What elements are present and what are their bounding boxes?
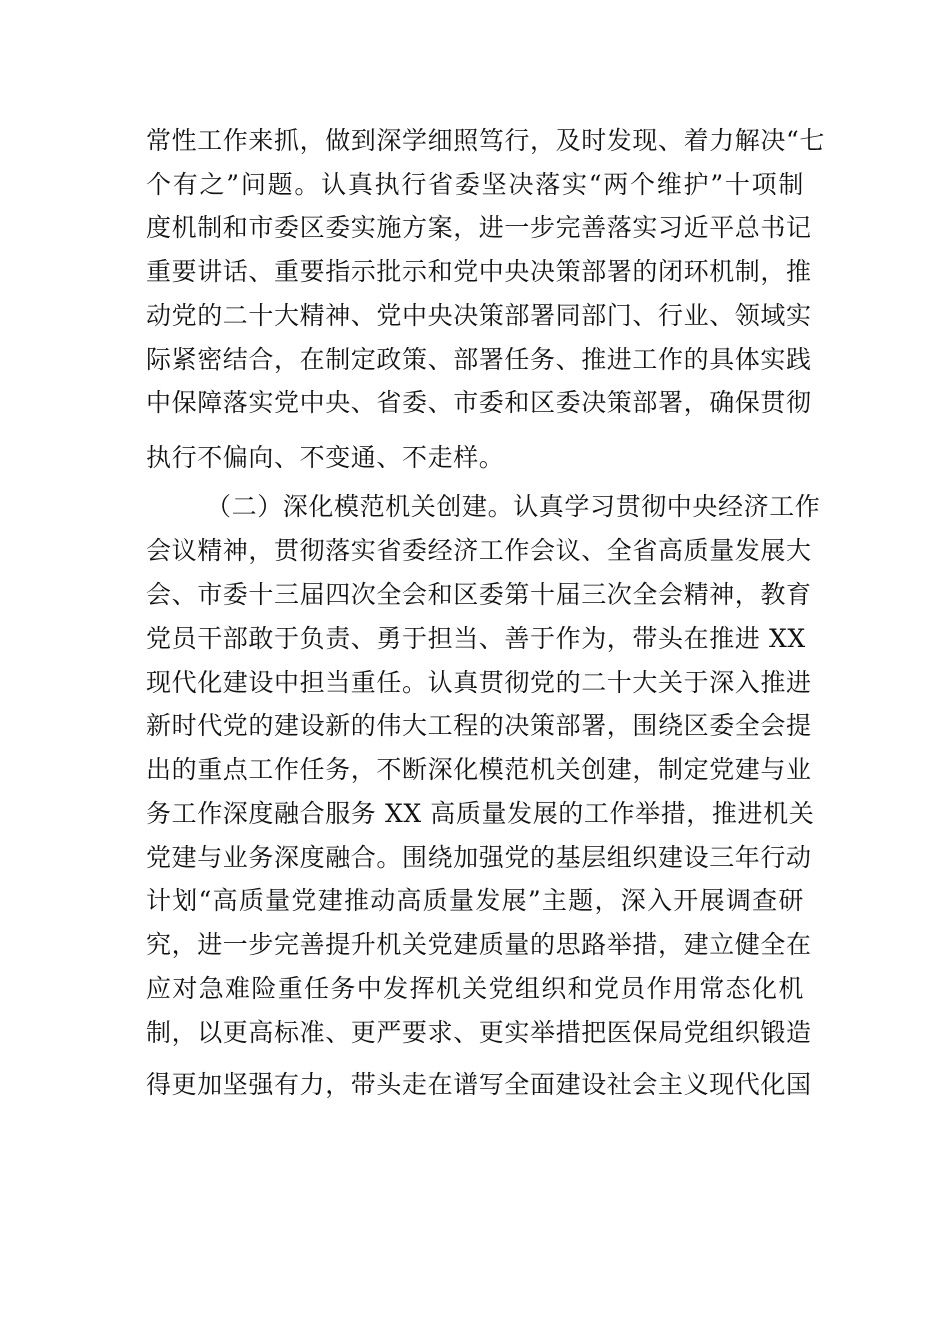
text-line: 动党的二十大精神、党中央决策部署同部门、行业、领域实 xyxy=(146,301,812,330)
text-line: 中保障落实党中央、省委、市委和区委决策部署，确保贯彻 xyxy=(146,388,812,417)
text-line: 应对急难险重任务中发挥机关党组织和党员作用常态化机 xyxy=(146,974,804,1003)
text-line: 现代化建设中担当重任。认真贯彻党的二十大关于深入推进 xyxy=(146,668,812,697)
text-line: 新时代党的建设新的伟大工程的决策部署，围绕区委全会提 xyxy=(146,711,812,740)
text-line: 度机制和市委区委实施方案，进一步完善落实习近平总书记 xyxy=(146,213,812,242)
paragraph-heading-line: （二）深化模范机关创建。认真学习贯彻中央经济工作 xyxy=(206,492,821,521)
text-line: 常性工作来抓，做到深学细照笃行，及时发现、着力解决“七 xyxy=(146,126,825,155)
text-line: 重要讲话、重要指示批示和党中央决策部署的闭环机制，推 xyxy=(146,257,812,286)
text-line: 出的重点工作任务，不断深化模范机关创建，制定党建与业 xyxy=(146,755,812,784)
text-line: 会、市委十三届四次全会和区委第十届三次全会精神，教育 xyxy=(146,580,812,609)
text-line: 党员干部敢于负责、勇于担当、善于作为，带头在推进 XX xyxy=(146,624,806,653)
text-line: 执行不偏向、不变通、不走样。 xyxy=(146,443,505,472)
text-line: 际紧密结合，在制定政策、部署任务、推进工作的具体实践 xyxy=(146,345,812,374)
text-line: 制，以更高标准、更严要求、更实举措把医保局党组织锻造 xyxy=(146,1018,812,1047)
text-line: 党建与业务深度融合。围绕加强党的基层组织建设三年行动 xyxy=(146,843,812,872)
text-line: 得更加坚强有力，带头走在谱写全面建设社会主义现代化国 xyxy=(146,1070,812,1099)
text-line: 究，进一步完善提升机关党建质量的思路举措，建立健全在 xyxy=(146,930,812,959)
text-line: 务工作深度融合服务 XX 高质量发展的工作举措，推进机关 xyxy=(146,799,815,828)
text-line: 个有之”问题。认真执行省委坚决落实“两个维护”十项制 xyxy=(146,170,804,199)
text-line: 会议精神，贯彻落实省委经济工作会议、全省高质量发展大 xyxy=(146,536,812,565)
text-line: 计划“高质量党建推动高质量发展”主题，深入开展调查研 xyxy=(146,886,804,915)
